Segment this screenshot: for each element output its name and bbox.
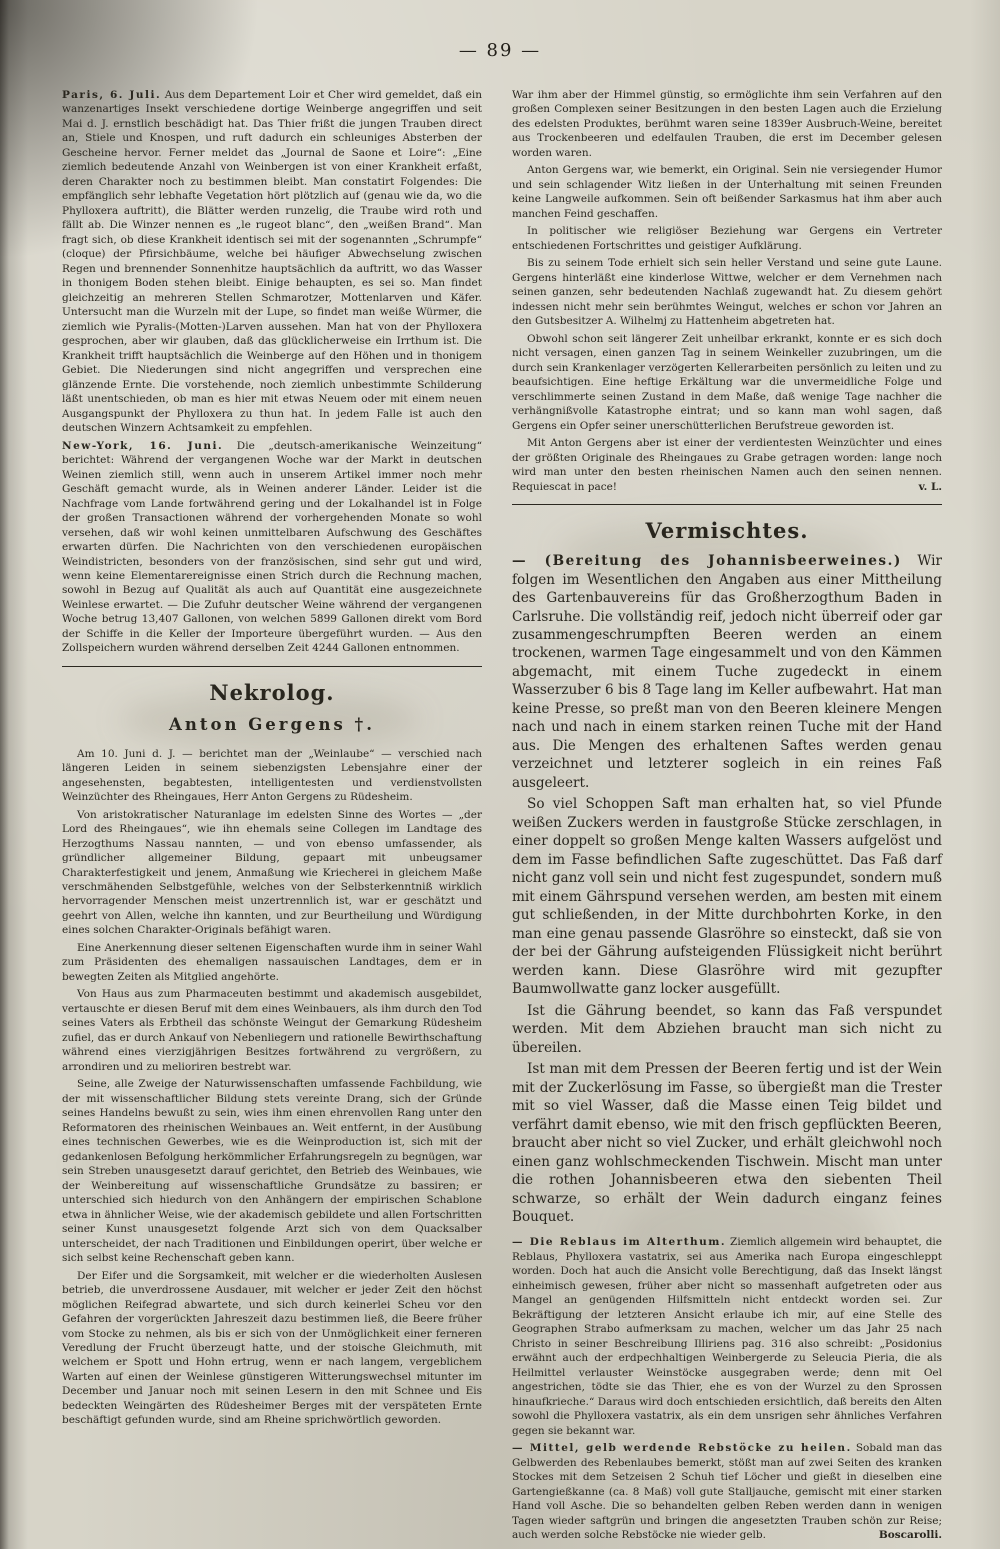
article-lead: — (Bereitung des Johannisbeerweines.) <box>512 553 902 570</box>
news-text-newyork: Die „deutsch-amerikanische Weinzeitung“ berichtet: Während der vergangenen Woche war der Markt in deutschen Weinen ziemlich still, wenn auch in unserem Artikel immer noch mehr Geschäft gemacht wurde, als in Weinen anderer Länder. Leider ist die Nachfrage vom Lande fortwährend gering und der Lokalhandel ist in Folge der großen Transactionen während der vorhergehenden Monate so wohl versehen, daß wir wohl keinen unmittelbaren Aufschwung des Geschäftes erwarten dürfen. Die Nachrichten von den verschiedenen europäischen Weindistricten, besonders von der französischen, sind sehr gut und wird, wenn keine Elementarereignisse einen Strich durch die Rechnung machen, sowohl in Bezug auf Qualität als auch auf Quantität eine ausgezeichnete Weinlese erwartet. — Die Zufuhr deutscher Weine während der vergangenen Woche betrug 13,407 Gallonen, von welchen 5899 Gallonen direkt vom Bord der Schiffe in die Keller der Importeure übergeführt wurden. — Aus den Zollspeichern wurden während derselben Zeit 4244 Gallonen entnommen. <box>62 439 483 655</box>
nekrolog-paragraph: Eine Anerkennung dieser seltenen Eigenschaften wurde ihm in seiner Wahl zum Präsidenten des ehemaligen nassauischen Landtages, dem er in bewegten Zeiten als Mitglied angehörte. <box>62 941 482 983</box>
section-divider <box>512 504 942 505</box>
nekrolog-paragraph: Von aristokratischer Naturanlage im edelsten Sinne des Wortes — „der Lord des Rheingaues“, wie ihn ehemals seine Collegen im Landtage des Herzogthums Nassau nannten, — und von ebenso umfassender, als gründlicher allgemeiner Bildung, gepaart mit unbeugsamer Charakterfestigkeit und jenem, Anmaßung wie Kriecherei in gleichem Maße verschmähenden Selbstgefühle, welches von der Selbsterkenntniß wirklich hervorragender Menschen meist unzertrennlich ist, war er geschätzt und geehrt von Allen, welche ihn kannten, und zur Beurtheilung und Würdigung eines solchen Charakter-Originals befähigt waren. <box>62 808 482 937</box>
nekrolog-continued-paragraph-final <box>512 436 942 494</box>
nekrolog-continued-paragraph: Obwohl schon seit längerer Zeit unheilbar erkrankt, konnte er es sich doch nicht versagen, einen ganzen Tag in seinem Weinkeller zuzubringen, um die durch sein Krankenlager verzögerten Kellerarbeiten persönlich zu leiten und zu beaufsichtigen. Eine heftige Erkältung war die unvermeidliche Folge und verschlimmerte seinen Zustand in dem Maße, daß wenige Tage nachher die verhängnißvolle Katastrophe eintrat; und so kann man wohl sagen, daß Gergens ein Opfer seiner unerschütterlichen Berufstreue geworden ist. <box>512 332 942 432</box>
nekrolog-continued-paragraph: Bis zu seinem Tode erhielt sich sein heller Verstand und seine gute Laune. Gergens hinterläßt eine kinderlose Wittwe, welcher er dem Vernehmen nach seinen ganzen, sehr bedeutenden Nachlaß zugewandt hat. Zu diesem gehört indessen nicht mehr sein berühmtes Weingut, welches er schon vor Jahren an den Gutsbesitzer A. Wilhelmj zu Hattenheim abgetreten hat. <box>512 257 942 328</box>
article-reblaus <box>512 1235 942 1438</box>
article-text: Ziemlich allgemein wird behauptet, die Reblaus, Phylloxera vastatrix, sei aus Amerika nach Europa eingeschleppt worden. Doch hat auch die Ansicht volle Berechtigung, daß das Insekt längst einheimisch gewesen, früher aber nicht so massenhaft aufgetreten oder aus Mangel an genügenden Hilfsmitteln nicht entdeckt worden sei. Zur Bekräftigung der letzteren Ansicht erlaube ich mir, auf eine Stelle des Geographen Strabo aufmerksam zu machen, welcher um das Jahr 25 nach Christo in seiner Beschreibung Illiriens pag. 316 also schreibt: „Posidonius erwähnt auch der erdpechhaltigen Weinbergerde zu Seleucia Pieria, die als Heilmittel verlauster Weinstöcke ausgegraben werde; denn mit Oel angestrichen, tödte sie das Thier, ehe es von der Wurzel zu den Sprossen hinaufkrieche.“ Daraus wird doch entschieden ersichtlich, daß bereits den Alten sowohl die Phylloxera vastatrix, als ein dem unsrigen sehr ähnliches Verfahren gegen sie bekannt war. <box>512 1236 942 1437</box>
article-paragraph <box>512 1441 942 1542</box>
article-paragraph <box>512 552 942 792</box>
news-text-paris: Aus dem Departement Loir et Cher wird gemeldet, daß ein wanzenartiges Insekt verschiedene dortige Weinberge angegriffen und seit Mai d. J. ernstlich beschädigt hat. Das Thier frißt die jungen Trauben direct an, Stiele und Knospen, und ruft dadurch ein schleuniges Absterben der Gescheine hervor. Ferner meldet das „Journal de Saone et Loire“: „Eine ziemlich bedeutende Anzahl von Weinbergen ist von einer Krankheit erfaßt, deren Charakter noch zu bestimmen bleibt. Man constatirt Folgendes: Die empfänglich sehr lebhafte Vegetation hört plötzlich auf (genau wie da, wo die Phylloxera auftritt), die Blätter werden runzelig, die Traube wird roth und fällt ab. Die Winzer nennen es „le rugeot blanc“, den „weißen Brand“. Man fragt sich, ob diese Krankheit identisch sei mit der sogenannten „Schrumpfe“ (cloque) der Pfirsichbäume, welche bei häufiger Abwechselung zwischen Regen und brennender Sonnenhitze hauptsächlich da auftritt, wo das Wasser in thonigem Boden stehen bleibt. Einige behaupten, es sei so. Man findet gleichzeitig an mehreren Stellen Schmarotzer, Mottenlarven und Käfer. Untersucht man die Wurzeln mit der Lupe, so findet man weiße Würmer, die ziemlich wie Pyralis-(Motten-)Larven aussehen. Man hat von der Phylloxera gesprochen, aber wir glauben, daß das glücklicherweise ein Irrthum ist. Die Krankheit trifft hauptsächlich die Weinberge auf den Höhen und in thonigem Gebiet. Die Niederungen sind nicht angegriffen und versprechen eine glänzende Ernte. Die vorstehende, noch ziemlich unbestimmte Schilderung läßt unentschieden, ob man es hier mit etwas Neuem oder mit einem neuen Ausgangspunkt der Phylloxera zu thun hat. In jedem Falle ist auch den deutschen Winzern Achtsamkeit zu empfehlen. <box>62 89 482 435</box>
dateline-newyork: New-York, 16. Juni. <box>62 439 224 452</box>
nekrolog-paragraph: Der Eifer und die Sorgsamkeit, mit welcher er die wiederholten Auslesen betrieb, die unverdrossene Ausdauer, mit welcher er jeder Zeit den höchst möglichen Reifegrad abwartete, und sich durch keinerlei Scheu vor den Gefahren der vorgerückten Jahreszeit dazu bestimmen ließ, die Beere früher vom Stocke zu nehmen, als bis er sich von der Unmöglichkeit einer ferneren Veredlung der Frucht überzeugt hatte, und der stoische Gleichmuth, mit welchem er Spott und Hohn ertrug, wenn er nach langem, vergeblichem Warten auf einen der Weinlese günstigeren Witterungswechsel mitunter im December und Januar noch mit seinen Lesern in den mit Schnee und Eis bedeckten Weingärten des Rüdesheimer Berges mit der verspäteten Ernte beschäftigt gefunden wurde, sind am Rheine sprichwörtlich geworden. <box>62 1269 482 1427</box>
news-paragraph-paris <box>62 88 482 436</box>
article-paragraph: So viel Schoppen Saft man erhalten hat, so viel Pfunde weißen Zuckers werden in faustgroße Stücke zerschlagen, in einer doppelt so großen Menge kalten Wassers aufgelöst und dem im Fasse befindlichen Safte zugeschüttet. Das Faß darf nicht ganz voll sein und nicht fest zugespundet, sondern muß mit einem Gährspund versehen werden, am besten mit einem gut schließenden, in der Mitte durchbohrten Korke, in den man eine genau passende Glasröhre so einsteckt, daß sie von der bei der Gährung aufsteigenden Flüssigkeit nicht berührt werden kann. Diese Glasröhre wird mit gezupfter Baumwollwatte ganz locker ausgefüllt. <box>512 796 942 998</box>
article-johannisbeerwein <box>512 552 942 1226</box>
section-divider <box>62 666 482 667</box>
page-number: — 89 — <box>458 40 542 61</box>
article-paragraph: Ist die Gährung beendet, so kann das Faß verspundet werden. Mit dem Abziehen braucht man sich nicht zu übereilen. <box>512 1002 942 1056</box>
article-signature: Boscarolli. <box>878 1529 942 1542</box>
nekrolog-continued-paragraph: Anton Gergens war, wie bemerkt, ein Original. Sein nie versiegender Humor und sein schlagender Witz ließen in der Unterhaltung mit seinen Freunden keine Langweile aufkommen. Sein oft beißender Sarkasmus hat ihm aber auch manchen Feind geschaffen. <box>512 164 942 220</box>
nekrolog-continued-paragraph: In politischer wie religiöser Beziehung war Gergens ein Vertreter entschiedenen Fortschrittes und geistiger Aufklärung. <box>512 225 942 252</box>
nekrolog-final-text: Mit Anton Gergens aber ist einer der verdientesten Weinzüchter und eines der größten Originale des Rheingaues zu Grabe getragen worden: lange noch wird man unter den besten rheinischen Namen auch den seinen nennen. Requiescat in pace! <box>512 437 942 493</box>
article-paragraph: Ist man mit dem Pressen der Beeren fertig und ist der Wein mit der Zuckerlösung im Fasse, so übergießt man die Trester mit so viel Wasser, daß die Masse einen Teig bildet und verfährt damit ebenso, wie mit den frisch gepflückten Beeren, braucht aber nicht so viel Zucker, und erhält gleichwohl noch einen ganz wohlschmeckenden Tischwein. Mischt man unter die rothen Johannisbeeren etwa den siebenten Theil schwarze, so erhält der Wein dadurch einganz feines Bouquet. <box>512 1061 942 1225</box>
right-column <box>512 88 942 1546</box>
article-lead: — Die Reblaus im Alterthum. <box>512 1236 727 1249</box>
article-text: Sobald man das Gelbwerden des Rebenlaubes bemerkt, stößt man auf zwei Seiten des kranken Stockes mit dem Setzeisen 2 Schuh tief Löcher und gießt in dieselben eine Gartengießkanne (ca. 8 Maß) voll gute Stalljauche, gemischt mit einer starken Hand voll Asche. Die so behandelten gelben Reben werden dann in wenigen Tagen wieder saftgrün und bringen die angesetzten Trauben schön zur Reise; auch werden solche Rebstöcke nie wieder gelb. <box>512 1442 942 1542</box>
article-lead: — Mittel, gelb werdende Rebstöcke zu heilen. <box>512 1442 852 1455</box>
nekrolog-continued-paragraph: War ihm aber der Himmel günstig, so ermöglichte ihm sein Verfahren auf den großen Complexen seiner Besitzungen in den besten Lagen auch die Erzielung des edelsten Produktes, berühmt waren seine 1839er Ausbruch-Weine, bereitet aus Trockenbeeren und edelfaulen Trauben, die erst im December gelesen worden waren. <box>512 89 942 159</box>
article-rebstoecke <box>512 1441 942 1542</box>
nekrolog-paragraph: Seine, alle Zweige der Naturwissenschaften umfassende Fachbildung, wie der mit wissenschaftlicher Bildung stets vereinte Drang, sich der Gründe seines Handelns bewußt zu sein, wies ihm einen ehrenvollen Rang unter den Reformatoren des rheinischen Weinbaues an. Weit entfernt, in der Ausübung eines technischen Gewerbes, wie es die Weinproduction ist, sich mit der gedankenlosen Befolgung herkömmlicher Erfahrungsregeln zu begnügen, war sein Streben unausgesetzt darauf gerichtet, den Betrieb des Weinbaues, wie der Weinbereitung auf wissenschaftliche Grundsätze zu bassiren; er unterschied sich hiedurch von den Anhängern der empirischen Schablone etwa in ähnlicher Weise, wie der akademisch gebildete und allen Fortschritten seiner Kunst unausgesetzt folgende Arzt sich von dem Quacksalber unterscheidet, der nach Traditionen und Einbildungen operirt, über welche er sich selbst keine Rechenschaft geben kann. <box>62 1078 482 1265</box>
left-column <box>62 88 482 1431</box>
nekrolog-subheading: Anton Gergens †. <box>169 714 375 734</box>
article-text: Wir folgen im Wesentlichen den Angaben aus einer Mittheilung des Gartenbauvereins für das Großherzogthum Baden in Carlsruhe. Die vollständig reif, jedoch nicht überreif oder gar zusammengeschrumpften Beeren werden an einem trockenen, warmen Tage eingesammelt und von den Kämmen abgemacht, mit einem Tuche zugedeckt in einem Wasserzuber 6 bis 8 Tage lang im Keller aufbewahrt. Hat man keine Presse, so preßt man von den Beeren kleinere Mengen nach und nach in einem starken reinen Tuche mit der Hand aus. Die Mengen des erhaltenen Saftes werden genau verzeichnet und letzterer sogleich in ein reines Faß ausgeleert. <box>512 553 942 791</box>
nekrolog-heading: Nekrolog. <box>209 679 335 705</box>
nekrolog-paragraph: Von Haus aus zum Pharmaceuten bestimmt und akademisch ausgebildet, vertauschte er diesen Beruf mit dem eines Weinbauers, als ihm durch den Tod seines Vaters als Erbtheil das schönste Weingut der Gemarkung Rüdesheim zufiel, das er durch Ankauf von Nebenliegern und rationelle Bewirthschaftung während eines vierzigjährigen Besitzes fortwährend zu vergrößern, zu arrondiren und zu melioriren bestrebt war. <box>62 988 482 1073</box>
nekrolog-paragraph: Am 10. Juni d. J. — berichtet man der „Weinlaube“ — verschied nach längeren Leiden in seinem siebenzigsten Lebensjahre einer der angesehensten, begabtesten, intelligentesten und verdienstvollsten Weinzüchter des Rheingaues, Herr Anton Gergens zu Rüdesheim. <box>62 747 482 804</box>
nekrolog-signature: v. L. <box>918 480 942 493</box>
dateline-paris: Paris, 6. Juli. <box>62 89 162 101</box>
article-paragraph <box>512 1235 942 1438</box>
vermischtes-heading: Vermischtes. <box>645 518 809 544</box>
news-paragraph-newyork <box>62 439 482 656</box>
